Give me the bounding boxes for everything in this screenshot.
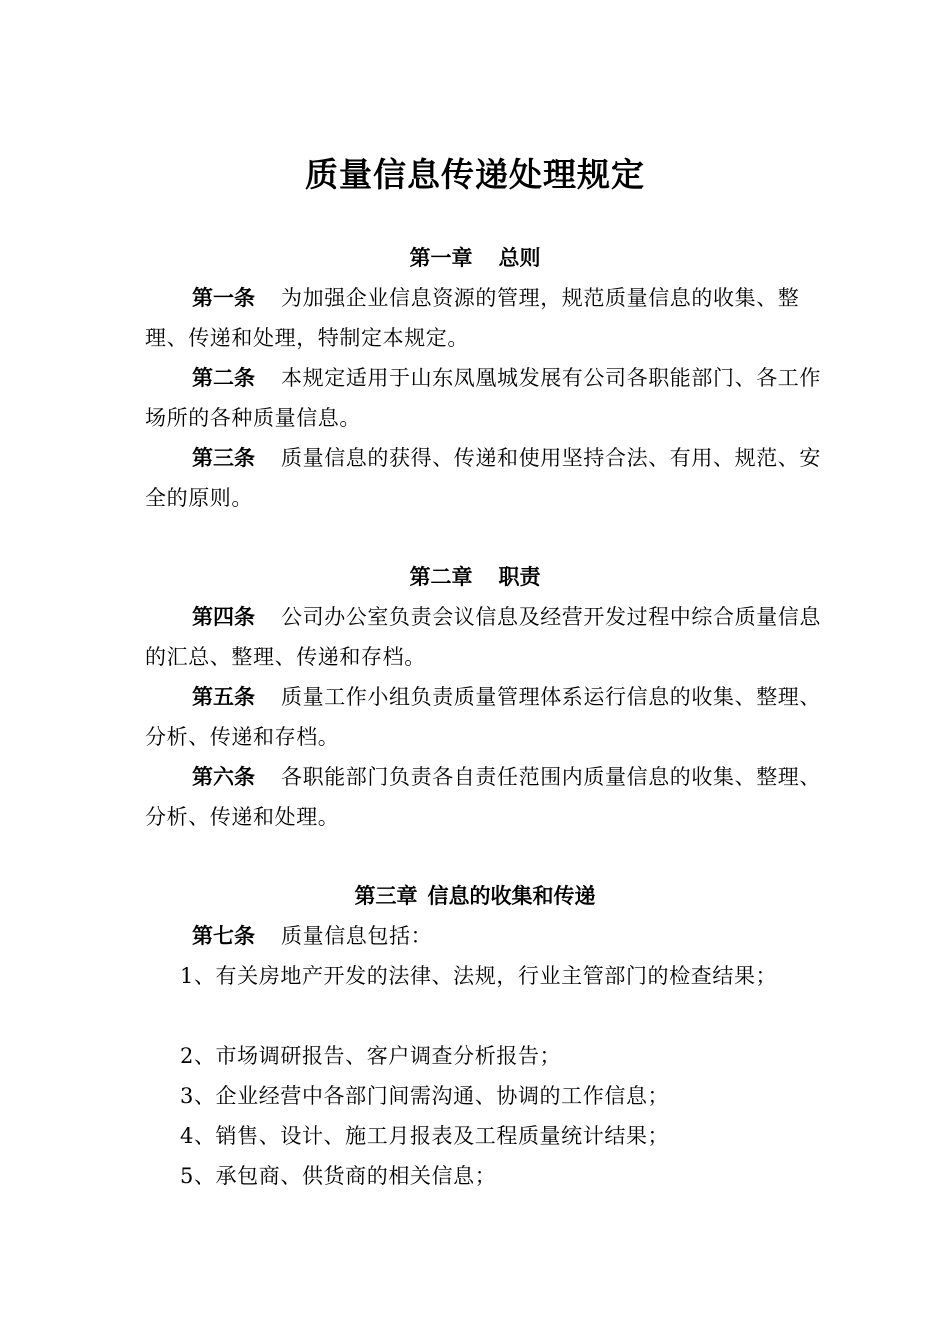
chapter-heading-3: [0, 876, 950, 916]
list-item: 4、销售、设计、施工月报表及工程质量统计结果；: [180, 1124, 670, 1148]
article-label: 第七条: [192, 924, 255, 948]
article-text: 质量工作小组负责质量管理体系运行信息的收集、整理、分析、传递和存档。: [145, 685, 821, 749]
article-5: [145, 677, 825, 757]
article-label: 第三条: [192, 446, 255, 470]
article-text: 各职能部门负责各自责任范围内质量信息的收集、整理、分析、传递和处理。: [145, 765, 821, 829]
list-item: 3、企业经营中各部门间需沟通、协调的工作信息；: [180, 1084, 670, 1108]
article-label: 第一条: [192, 286, 255, 310]
article-7: [145, 916, 825, 956]
article-label: 第五条: [192, 685, 255, 709]
list-item: 5、承包商、供货商的相关信息；: [180, 1164, 497, 1188]
article-3: [145, 438, 825, 518]
article-text: 本规定适用于山东凤凰城发展有公司各职能部门、各工作场所的各种质量信息。: [145, 366, 821, 430]
list-item: 2、市场调研报告、客户调查分析报告；: [180, 1044, 562, 1068]
article-text: 为加强企业信息资源的管理，规范质量信息的收集、整理、传递和处理，特制定本规定。: [145, 286, 800, 350]
article-6: [145, 757, 825, 837]
article-text: 公司办公室负责会议信息及经营开发过程中综合质量信息的汇总、整理、传递和存档。: [145, 605, 821, 669]
article-text: 质量信息的获得、传递和使用坚持合法、有用、规范、安全的原则。: [145, 446, 821, 510]
article-2: [145, 358, 825, 438]
document-title: 质量信息传递处理规定: [305, 155, 645, 194]
chapter-heading-1: [0, 238, 950, 278]
chapter-name: 职责: [498, 565, 541, 589]
article-4: [145, 597, 825, 677]
chapter-number: 第二章: [409, 565, 473, 589]
article-label: 第四条: [192, 605, 255, 629]
list-item: 1、有关房地产开发的法律、法规，行业主管部门的检查结果；: [180, 964, 778, 988]
chapter-number: 第三章: [354, 884, 418, 908]
article-text: 质量信息包括：: [281, 924, 433, 948]
chapter-name: 信息的收集和传递: [427, 884, 596, 908]
article-1: [145, 278, 825, 358]
article-label: 第二条: [192, 366, 255, 390]
article-label: 第六条: [192, 765, 255, 789]
chapter-number: 第一章: [409, 246, 473, 270]
chapter-heading-2: [0, 557, 950, 597]
chapter-name: 总则: [498, 246, 541, 270]
